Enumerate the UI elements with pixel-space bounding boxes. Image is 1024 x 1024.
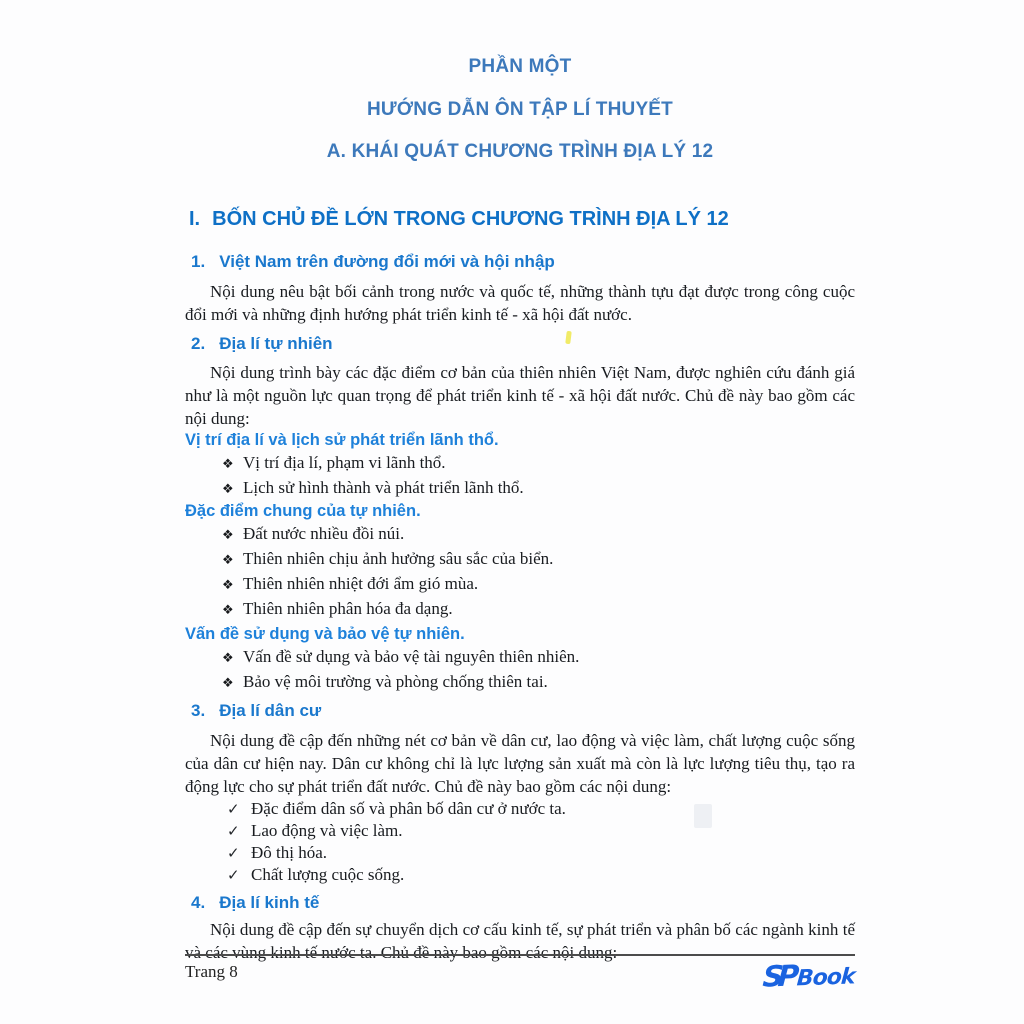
diamond-bullet-icon: ❖ xyxy=(222,578,234,593)
list-item-text: Chất lượng cuộc sống. xyxy=(251,865,405,884)
topic-2-heading xyxy=(191,333,855,354)
protection-list xyxy=(185,645,855,695)
list-item-text: Lao động và việc làm. xyxy=(251,821,403,840)
footer-divider xyxy=(185,954,855,956)
topic-1-paragraph: Nội dung nêu bật bối cảnh trong nước và quốc tế, những thành tựu đạt được trong công cuộc đổi mới và những định hướng phát triển kinh tế - xã hội đất nước. xyxy=(185,282,855,324)
list-item xyxy=(185,864,855,886)
section-heading xyxy=(189,207,855,231)
subheading-territory: Vị trí địa lí và lịch sử phát triển lãnh thổ. xyxy=(185,431,499,449)
document-subtitle: HƯỚNG DẪN ÔN TẬP LÍ THUYẾT xyxy=(367,99,673,120)
list-item xyxy=(185,451,855,476)
subheading-nature-features: Đặc điểm chung của tự nhiên. xyxy=(185,502,421,520)
list-item xyxy=(185,842,855,864)
list-item-text: Vấn đề sử dụng và bảo vệ tài nguyên thiên nhiên. xyxy=(243,647,580,666)
list-item xyxy=(185,476,855,501)
topic-1-number: 1. xyxy=(191,252,206,271)
population-list xyxy=(185,798,855,886)
topic-1-heading xyxy=(191,251,855,272)
topic-2-title: Địa lí tự nhiên xyxy=(219,334,333,353)
spbook-logo-book: Book xyxy=(796,964,856,992)
check-bullet-icon: ✓ xyxy=(227,866,240,884)
topic-3-title: Địa lí dân cư xyxy=(219,701,322,720)
list-item xyxy=(185,645,855,670)
topic-4-number: 4. xyxy=(191,893,206,912)
topic-3-paragraph: Nội dung đề cập đến những nét cơ bản về dân cư, lao động và việc làm, chất lượng cuộc sống của dân cư hiện nay. Dân cư không chỉ là lực lượng sản xuất mà còn là lực lượng tiêu thụ, tạo ra động lực cho sự phát triển đất nước. Chủ đề này bao gồm các nội dung: xyxy=(185,731,855,796)
list-item xyxy=(185,798,855,820)
list-item xyxy=(185,820,855,842)
topic-2-number: 2. xyxy=(191,334,206,353)
list-item xyxy=(185,670,855,695)
part-title: PHẦN MỘT xyxy=(468,56,572,77)
list-item-text: Vị trí địa lí, phạm vi lãnh thổ. xyxy=(243,453,446,472)
diamond-bullet-icon: ❖ xyxy=(222,528,234,543)
diamond-bullet-icon: ❖ xyxy=(222,553,234,568)
page-number-label: Trang 8 xyxy=(185,962,238,981)
topic-4-heading xyxy=(191,892,855,913)
list-item-text: Đặc điểm dân số và phân bố dân cư ở nước ta. xyxy=(251,799,566,818)
gray-scan-artifact xyxy=(694,804,712,828)
territory-list xyxy=(185,451,855,501)
nature-features-list xyxy=(185,522,855,622)
section-title-text: BỐN CHỦ ĐỀ LỚN TRONG CHƯƠNG TRÌNH ĐỊA LÝ 12 xyxy=(212,208,729,230)
check-bullet-icon: ✓ xyxy=(227,800,240,818)
list-item-text: Đất nước nhiều đồi núi. xyxy=(243,524,405,543)
list-item xyxy=(185,547,855,572)
diamond-bullet-icon: ❖ xyxy=(222,603,234,618)
topic-4-title: Địa lí kinh tế xyxy=(219,893,320,912)
topic-1-title: Việt Nam trên đường đổi mới và hội nhập xyxy=(219,252,555,271)
list-item-text: Đô thị hóa. xyxy=(251,843,328,862)
diamond-bullet-icon: ❖ xyxy=(222,676,234,691)
check-bullet-icon: ✓ xyxy=(227,844,240,862)
page-footer xyxy=(185,958,856,994)
topic-2-paragraph: Nội dung trình bày các đặc điểm cơ bản của thiên nhiên Việt Nam, được nghiên cứu đánh giá như là một nguồn lực quan trọng để phát triển kinh tế - xã hội đất nước. Chủ đề này bao gồm các nội dung: xyxy=(185,363,855,428)
chapter-title: A. KHÁI QUÁT CHƯƠNG TRÌNH ĐỊA LÝ 12 xyxy=(326,141,714,162)
subheading-protection: Vấn đề sử dụng và bảo vệ tự nhiên. xyxy=(185,625,465,643)
topic-4-paragraph: Nội dung đề cập đến sự chuyển dịch cơ cấu kinh tế, sự phát triển và phân bố các ngành kinh tế và các vùng kinh tế nước ta. Chủ đề này bao gồm các nội dung: xyxy=(185,920,855,962)
list-item xyxy=(185,597,855,622)
diamond-bullet-icon: ❖ xyxy=(222,482,234,497)
page-content xyxy=(185,0,855,964)
spbook-logo-sp: SP xyxy=(761,958,795,994)
topic-3-number: 3. xyxy=(191,701,206,720)
spbook-logo xyxy=(762,956,856,993)
topic-3-heading xyxy=(191,700,855,721)
check-bullet-icon: ✓ xyxy=(227,822,240,840)
list-item xyxy=(185,572,855,597)
section-number: I. xyxy=(189,208,201,230)
list-item-text: Thiên nhiên phân hóa đa dạng. xyxy=(243,599,453,618)
list-item-text: Thiên nhiên nhiệt đới ẩm gió mùa. xyxy=(243,574,479,593)
list-item-text: Thiên nhiên chịu ảnh hưởng sâu sắc của biển. xyxy=(243,549,554,568)
list-item-text: Lịch sử hình thành và phát triển lãnh thổ. xyxy=(243,478,524,497)
diamond-bullet-icon: ❖ xyxy=(222,457,234,472)
list-item xyxy=(185,522,855,547)
list-item-text: Bảo vệ môi trường và phòng chống thiên tai. xyxy=(243,672,548,691)
diamond-bullet-icon: ❖ xyxy=(222,651,234,666)
